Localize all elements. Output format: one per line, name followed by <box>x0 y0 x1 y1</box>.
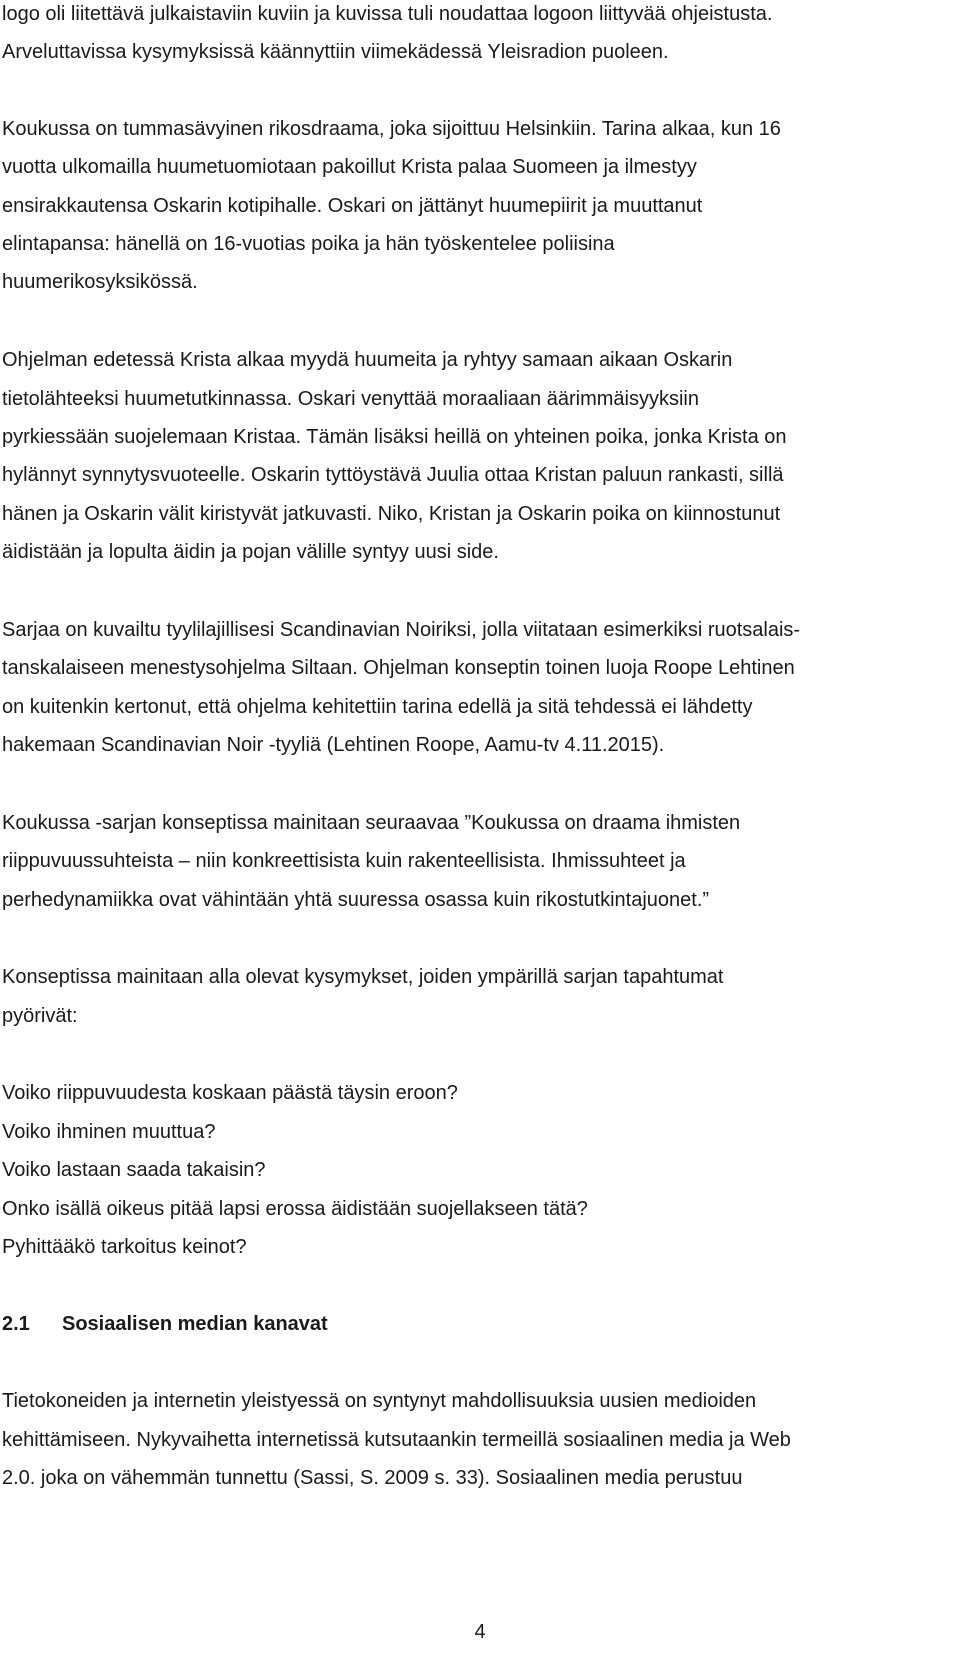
text-line: Sarjaa on kuvailtu tyylilajillisesi Scandinavian Noiriksi, jolla viitataan esimerkiksi ruotsalais- <box>2 619 801 641</box>
section-heading <box>2 1312 328 1336</box>
text-line: Tietokoneiden ja internetin yleistyessä on syntynyt mahdollisuuksia uusien medioiden <box>2 1390 757 1412</box>
text-line: äidistään ja lopulta äidin ja pojan välille syntyy uusi side. <box>2 541 499 563</box>
text-line: hänen ja Oskarin välit kiristyvät jatkuvasti. Niko, Kristan ja Oskarin poika on kiinnostunut <box>2 503 781 525</box>
text-line: hakemaan Scandinavian Noir -tyyliä (Lehtinen Roope, Aamu-tv 4.11.2015). <box>2 734 665 756</box>
text-line: logo oli liitettävä julkaistaviin kuviin ja kuvissa tuli noudattaa logoon liittyvää ohjeistusta. <box>2 3 773 25</box>
text-line: Arveluttavissa kysymyksissä käännyttiin viimekädessä Yleisradion puoleen. <box>2 41 669 63</box>
text-line: pyörivät: <box>2 1005 78 1027</box>
question-line: Onko isällä oikeus pitää lapsi erossa äidistään suojellakseen tätä? <box>2 1198 588 1220</box>
text-line: Konseptissa mainitaan alla olevat kysymykset, joiden ympärillä sarjan tapahtumat <box>2 966 724 988</box>
text-line: huumerikosyksikössä. <box>2 271 198 293</box>
text-line: tietolähteeksi huumetutkinnassa. Oskari venyttää moraaliaan äärimmäisyyksiin <box>2 388 699 410</box>
section-number: 2.1 <box>2 1313 30 1335</box>
text-line: perhedynamiikka ovat vähintään yhtä suuressa osassa kuin rikostutkintajuonet.” <box>2 889 710 911</box>
text-line: on kuitenkin kertonut, että ohjelma kehitettiin tarina edellä ja sitä tehdessä ei lähdetty <box>2 696 753 718</box>
section-title: Sosiaalisen median kanavat <box>62 1313 328 1335</box>
text-line: hylännyt synnytysvuoteelle. Oskarin tyttöystävä Juulia ottaa Kristan paluun rankasti, sillä <box>2 464 784 486</box>
text-line: pyrkiessään suojelemaan Kristaa. Tämän lisäksi heillä on yhteinen poika, jonka Krista on <box>2 426 787 448</box>
text-line: tanskalaiseen menestysohjelma Siltaan. Ohjelman konseptin toinen luoja Roope Lehtinen <box>2 657 795 679</box>
question-line: Voiko ihminen muuttua? <box>2 1121 216 1143</box>
text-line: Koukussa -sarjan konseptissa mainitaan seuraavaa ”Koukussa on draama ihmisten <box>2 812 741 834</box>
question-line: Voiko riippuvuudesta koskaan päästä täysin eroon? <box>2 1082 458 1104</box>
text-line: kehittämiseen. Nykyvaihetta internetissä kutsutaankin termeillä sosiaalinen media ja Web <box>2 1429 791 1451</box>
question-line: Pyhittääkö tarkoitus keinot? <box>2 1236 247 1258</box>
question-line: Voiko lastaan saada takaisin? <box>2 1159 266 1181</box>
page-number: 4 <box>474 1621 486 1643</box>
text-line: Ohjelman edetessä Krista alkaa myydä huumeita ja ryhtyy samaan aikaan Oskarin <box>2 349 733 371</box>
text-line: vuotta ulkomailla huumetuomiotaan pakoillut Krista palaa Suomeen ja ilmestyy <box>2 156 697 178</box>
text-line: ensirakkautensa Oskarin kotipihalle. Oskari on jättänyt huumepiirit ja muuttanut <box>2 195 703 217</box>
text-line: riippuvuussuhteista – niin konkreettisista kuin rakenteellisista. Ihmissuhteet ja <box>2 850 686 872</box>
text-line: elintapansa: hänellä on 16-vuotias poika ja hän työskentelee poliisina <box>2 233 615 255</box>
text-line: 2.0. joka on vähemmän tunnettu (Sassi, S. 2009 s. 33). Sosiaalinen media perustuu <box>2 1467 743 1489</box>
text-line: Koukussa on tummasävyinen rikosdraama, joka sijoittuu Helsinkiin. Tarina alkaa, kun 16 <box>2 118 781 140</box>
